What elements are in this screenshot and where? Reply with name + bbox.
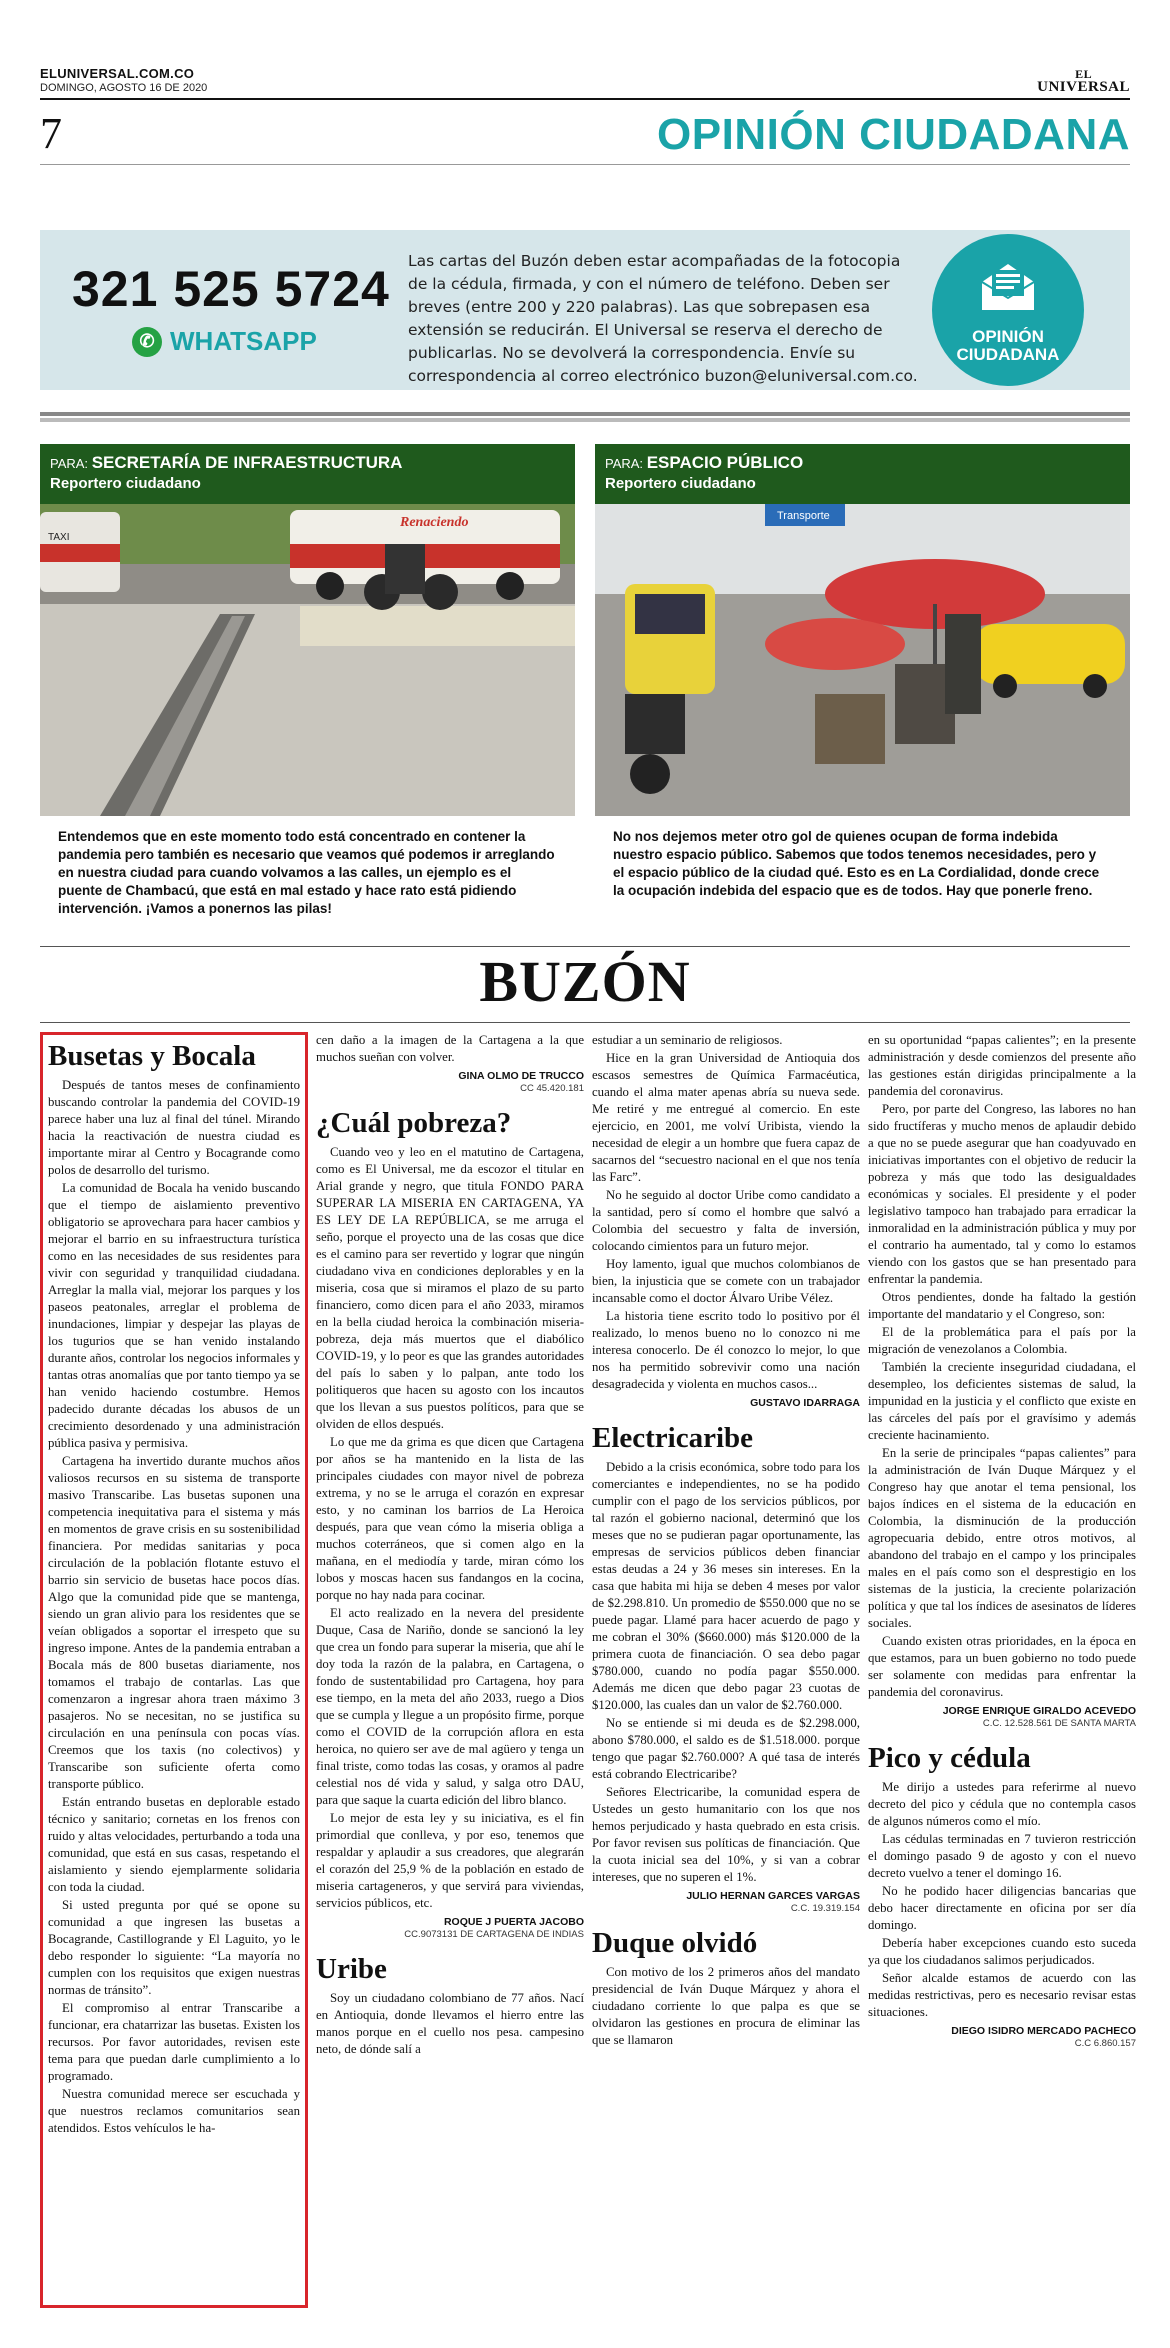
buzon-title: BUZÓN [479, 949, 691, 1014]
letter-paragraph: Hoy lamento, igual que muchos colombianos de bien, la injusticia que se comete con un trabajador incansable como el doctor Álvaro Uribe Vélez. [592, 1257, 860, 1305]
letter-paragraph: Debería haber excepciones cuando esto suceda ya que los ciudadanos salimos perjudicados. [868, 1936, 1136, 1967]
street-photo [595, 504, 1130, 816]
letter-id: CC 45.420.181 [520, 1083, 584, 1094]
letter-signature: JULIO HERNAN GARCES VARGAS [686, 1890, 860, 1902]
taxi-sign: TAXI [48, 532, 70, 543]
page-number: 7 [40, 109, 62, 158]
letter-busetas-y-bocala [40, 1032, 308, 2308]
letter-paragraph: Las cédulas terminadas en 7 tuvieron restricción el domingo pasado 9 de agosto y con el nuevo decreto vuelvo a tener el domingo 16. [868, 1832, 1136, 1880]
report-caption: No nos dejemos meter otro gol de quienes ocupan de forma indebida nuestro espacio público. Sabemos que todos tenemos necesidades, pero y el espacio público de la ciudad qué. Esto es en La Cordialidad, donde crece la ocupación indebida del espacio que es de todos. Hay que ponerle freno. [613, 829, 1100, 898]
logo-top: EL [1075, 67, 1093, 81]
letter-title: Duque olvidó [592, 1927, 758, 1959]
column-3 [592, 1032, 860, 2312]
report-header [40, 444, 575, 504]
submission-banner [40, 230, 1130, 390]
buzon-bottom-rule [40, 1022, 1130, 1023]
submission-rules: Las cartas del Buzón deben estar acompañadas de la fotocopia de la cédula, firmada, y con el número de teléfono. Deben ser breves (entre 200 y 220 palabras). Las que sobrepasen esa extensión se reducirán. El Universal se reserva el derecho de publicarlas. No se devolverá la correspondencia. Envíe su correspondencia al correo electrónico buzon@eluniversal.com.co. [408, 252, 918, 385]
letter-title: Busetas y Bocala [48, 1040, 256, 1072]
badge-line-2: CIUDADANA [956, 345, 1060, 364]
recipient-name: SECRETARÍA DE INFRAESTRUCTURA [91, 453, 403, 472]
letter-paragraph: Cuando existen otras prioridades, en la época en que estamos, para un buen gobierno no todo puede ser solamente con medidas para enfrentar la pandemia del coronavirus. [868, 1634, 1136, 1699]
letter-paragraph: cen daño a la imagen de la Cartagena a la que muchos sueñan con volver. [316, 1033, 584, 1064]
letter-paragraph: Después de tantos meses de confinamiento buscando controlar la pandemia del COVID-19 parece haber una luz al final del túnel. Mirando hacia la reactivación de nuestra ciudad es importante mirar al Centro y Bocagrande como polos de desarrollo del turismo. [48, 1078, 300, 1177]
letter-paragraph: Me dirijo a ustedes para referirme al nuevo decreto del pico y cédula que no contempla casos de algunos números como el mío. [868, 1780, 1136, 1828]
letter-paragraph: Hice en la gran Universidad de Antioquia dos escasos semestres de Química Farmacéutica, cuando el alma mater apenas abría su nueva sede. Me retiré y me entregué al comercio. En este ejercicio, en 2001, me volví Uribista, viendo la necesidad de elegir a un hombre que fuera capaz de sacarnos del “secuestro nacional en el que nos tenía las Farc”. [592, 1051, 860, 1184]
letter-signature: GINA OLMO DE TRUCCO [458, 1070, 584, 1082]
letter-paragraph: No se entiende si mi deuda es de $2.298.000, abono $780.000, el saldo es de $1.518.000. porque tengo que pagar $2.760.000? A qué tasa de interés está cobrando Electricaribe? [592, 1716, 860, 1781]
badge-label [932, 328, 1084, 364]
phone-number[interactable]: 321 525 5724 [72, 261, 390, 317]
report-infraestructura [40, 444, 575, 916]
letter-paragraph: También la creciente inseguridad ciudadana, el desempleo, los deficientes sistemas de salud, la impunidad en la justicia y el conflicto que existe en las cárceles del país por el gravísimo y además creciente hacinamiento. [868, 1360, 1136, 1442]
letter-id: CC.9073131 DE CARTAGENA DE INDIAS [404, 1929, 584, 1940]
letter-paragraph: La historia tiene escrito todo lo positivo por él realizado, lo menos bueno no lo conozco ni me interesa conocerlo. De él conozco lo mejor, lo que nos ha permitido sobrevivir como una nación desagradecida y violenta en muchos casos... [592, 1309, 860, 1391]
letter-signature: DIEGO ISIDRO MERCADO PACHECO [951, 2025, 1136, 2037]
letter-paragraph: Soy un ciudadano colombiano de 77 años. Nací en Antioquia, donde llevamos el hierro entre las manos porque en el cuello nos pesa. campesino neto, de dónde salí a [316, 1991, 584, 2056]
issue-date: DOMINGO, AGOSTO 16 DE 2020 [40, 82, 208, 94]
reporter-role: Reportero ciudadano [605, 475, 756, 492]
section-title: OPINIÓN CIUDADANA [657, 110, 1130, 159]
buzon-top-rule [40, 946, 1130, 947]
letter-paragraph: Lo mejor de esta ley y su iniciativa, es el fin primordial que conlleva, y por eso, tenemos que respaldar y aplaudir a sus creadores, que alegrarán el corazón del 25,9 % de la población en estado de miseria cartageneros, y que servirá para viviendas, servicios públicos, etc. [316, 1811, 584, 1910]
letter-paragraph: En la serie de principales “papas calientes” para la administración de Iván Duque Márquez y el Congreso hay que anotar el tema pensional, los bajos índices en el sistema de la educación en Colombia, la disminución de la producción agropecuaria debido, entre otros motivos, al abandono del trabajo en el campo y los principales males en el país como son el desprestigio en los sistemas de la justicia, la creciente polarización política y que tal los índices de asesinatos de líderes sociales. [868, 1446, 1136, 1630]
column-2 [316, 1032, 584, 2312]
letter-paragraph: El de la problemática para el país por la migración de venezolanos a Colombia. [868, 1325, 1136, 1356]
bridge-photo [40, 504, 575, 816]
banner-divider [40, 412, 1130, 422]
whatsapp-link[interactable] [132, 326, 317, 357]
opinion-badge [932, 234, 1084, 386]
letter-paragraph: No he seguido al doctor Uribe como candidato a la santidad, pero sí como el hombre que salvó a Colombia del secuestro y falta de inversión, colocando cimientos para un futuro mejor. [592, 1188, 860, 1253]
letter-paragraph: El acto realizado en la nevera del presidente Duque, Casa de Nariño, donde se sancionó la ley que crea un fondo para superar la miseria, que ahí le doy toda la razón de la palabra, en Cartagena, o fondo de sustentabilidad pro Cartagena, hoy para ese tiempo, en la meta del año 2033, ruego a Dios que se cumpla y llegue a un propósito firme, porque como el COVID de la corrupción aflora en esta heroica, no quiero ser ave de mal agüero y tenga un final triste, como todas las cosas, y oramos al padre celestial nos dé vida y salud, y salga otro DAU, para que saque la cuarta edición del libro blanco. [316, 1606, 584, 1807]
letter-paragraph: No he podido hacer diligencias bancarias que debo hacer directamente en oficina por ser día domingo. [868, 1884, 1136, 1932]
letter-signature: JORGE ENRIQUE GIRALDO ACEVEDO [942, 1705, 1136, 1717]
street-photo-image [595, 504, 1130, 816]
letter-id: C.C. 19.319.154 [790, 1903, 860, 1914]
letter-paragraph: La comunidad de Bocala ha venido buscando que el tiempo de aislamiento preventivo obligatorio se aprovechara para hacer cambios y mejorar el barrio en su infraestructura turística como en las necesidades de sus residentes para vivir con seguridad y tranquilidad ciudadana. Arreglar la malla vial, mejorar los parques y los paseos peatonales, arreglar el problema de inundaciones, limpiar y despejar las playas de los tugurios que se han venido instalando durante años, controlar los negocios informales y tantas otras anomalías que por tanto tiempo ya se han venido haciendo costumbre. Hemos padecido durante décadas los abusos de un crecimiento desordenado y una administración pública pasiva y permisiva. [48, 1181, 300, 1450]
letter-signature: GUSTAVO IDARRAGA [750, 1397, 860, 1409]
report-caption: Entendemos que en este momento todo está concentrado en contener la pandemia pero también es necesario que veamos qué podemos ir arreglando en nuestra ciudad para cuando volvamos a las calles, un ejemplo es el puente de Chambacú, que está en mal estado y hace rato está pidiendo intervención. ¡Vamos a ponernos las pilas! [58, 829, 555, 916]
letter-paragraph: Si usted pregunta por qué se opone su comunidad a que ingresen las busetas a Bocagrande, Castillogrande y El Laguito, yo le debo responder lo siguiente: “La mayoría no cumplen con los requisitos que exigen nuestras normas de tránsito”. [48, 1898, 300, 1997]
letter-paragraph: Lo que me da grima es que dicen que Cartagena por años se ha mantenido en la lista de las principales ciudades con mayor nivel de pobreza extrema, y no se le arruga el corazón en expresar esto, y no caminan los barrios de La Heroica después, para que vean cómo la miseria obliga a muchos coterráneos, que si comen algo en la mañana, en el mediodía y tarde, miran cómo los lobos y moscas hacen sus fandangos en la cocina, porque no hay nada para cocinar. [316, 1435, 584, 1602]
bridge-photo-image [40, 504, 575, 816]
letter-id: C.C. 12.528.561 DE SANTA MARTA [982, 1718, 1136, 1729]
newspaper-logo [1037, 68, 1130, 94]
letter-id: C.C 6.860.157 [1074, 2038, 1136, 2049]
site-name[interactable]: ELUNIVERSAL.COM.CO [40, 66, 195, 81]
logo-bottom: UNIVERSAL [1037, 79, 1130, 95]
letter-paragraph: Cuando veo y leo en el matutino de Cartagena, como es El Universal, me da escozor el titular en Arial grande y negro, que titula FONDO PARA SUPERAR LA MISERIA EN CARTAGENA, YA ES LEY DE LA REPÚBLICA, se me arruga el seño, porque el proyecto una de las cosas que dice es el camino para ser revertido y lograr que ningún ciudadano viva en condiciones deplorables y en la miseria, cosa que si miramos el plazo de su parto financiero, como dicen para el año 2033, miramos en la bella ciudad heroica la combinación miseria-pobreza, deja más muertos que el diabólico COVID-19, y lo peor es que las grandes autoridades del país lo saben y lo palpan, ante todo los politiqueros que hacen su agosto con los incautos que los llevan a sus puestos políticos, para que se olviden de ellos después. [316, 1145, 584, 1431]
letter-paragraph: Señor alcalde estamos de acuerdo con las medidas restrictivas, pero es necesario revisar estas situaciones. [868, 1971, 1136, 2019]
letter-title: Pico y cédula [868, 1742, 1031, 1774]
letter-paragraph: Nuestra comunidad merece ser escuchada y que nuestros reclamos comunitarios sean atendidos. Estos vehículos le ha- [48, 2087, 300, 2135]
letter-paragraph: en su oportunidad “papas calientes”; en la presente administración y desde comienzos del presente año las gestiones están dirigidas principalmente a la pandemia del coronavirus. [868, 1033, 1136, 1098]
whatsapp-icon: ✆ [132, 327, 162, 357]
report-recipient [605, 453, 1120, 473]
report-recipient [50, 453, 565, 473]
whatsapp-label: WHATSAPP [170, 326, 317, 356]
letter-paragraph: Están entrando busetas en deplorable estado técnico y sanitario; cornetas en los frenos con ruido y altas velocidades, perturbando a toda una comunidad, que está en sus casas, respetando el aislamiento y siendo ejemplarmente solidaria con toda la ciudad. [48, 1795, 300, 1894]
letter-title: Electricaribe [592, 1422, 754, 1454]
section-rule [40, 164, 1130, 165]
letter-paragraph: Otros pendientes, donde ha faltado la gestión importante del mandatario y el Congreso, son: [868, 1290, 1136, 1321]
letter-title: Uribe [316, 1953, 387, 1985]
letter-paragraph: Con motivo de los 2 primeros años del mandato presidencial de Iván Duque Márquez y ahora el ciudadano corriente lo que palpa es que se olvidaron las gestiones en procura de eliminar las que se llamaron [592, 1965, 860, 2047]
report-header [595, 444, 1130, 504]
to-prefix: PARA: [50, 456, 89, 471]
letter-paragraph: Debido a la crisis económica, sobre todo para los comerciantes e independientes, no se ha podido cumplir con el pago de los servicios públicos, por tal razón el gobierno nacional, determinó que los meses que no se pudieran pagar oportunamente, las empresas de servicios públicos deben financiar estas deudas a 24 y 36 meses sin intereses. En la casa que habita mi hija se deben 4 meses por valor de $2.298.810. Un promedio de $550.000 que no se puede pagar. Llamé para hacer acuerdo de pago y me cobran el 30% ($660.000) más $120.000 de la primera cuota de financiación. O sea debo pagar $780.000, cuando no podía pagar $550.000. Además me dicen que debo pagar 23 cuotas de $120.000, las cuales dan un valor de $2.760.000. [592, 1460, 860, 1712]
header-rule [40, 98, 1130, 100]
report-espacio-publico [595, 444, 1130, 904]
badge-line-1: OPINIÓN [972, 327, 1044, 346]
reporter-role: Reportero ciudadano [50, 475, 201, 492]
letter-paragraph: Pero, por parte del Congreso, las labores no han sido fructíferas y mucho menos de aplaudir debido a que no se puede asegurar que han coadyuvado en iniciativas importantes con el objetivo de reducir la pobreza y más que todo las desigualdades económicas y sociales. El presidente y el poder legislativo tampoco han trabajado para erradicar la inmoralidad en la administración pública y muy por el contrario ha aumentado, tal y como lo estamos viendo con los gastos que se han presentado para enfrentar la pandemia. [868, 1102, 1136, 1286]
letter-paragraph: Cartagena ha invertido durante muchos años valiosos recursos en su sistema de transporte masivo Transcaribe. Las busetas suponen una competencia inequitativa para el sistema y más en momentos de grave crisis en su sostenibilidad financiera. Por medidas sanitarias y poca circulación de la población flotante estuvo el barrio sin servicio de busetas hace pocos días. Algo que la comunidad pide que se mantenga, siendo un gran alivio para los residentes que se veían obligados a soportar el irrespeto que su ingreso impone. Antes de la pandemia entraban a Bocala más de 800 busetas diariamente, nos tomamos el trabajo de contarlas. Las que comenzaron a ingresar ahora traen máximo 3 pasajeros. No se necesitan, no se justifica su circulación en una península con pocas vías. Creemos que los taxis (no colectivos) y Transcaribe son suficiente oferta como transporte público. [48, 1454, 300, 1791]
letter-paragraph: Señores Electricaribe, la comunidad espera de Ustedes un gesto humanitario con los que nos hemos perjudicado y hasta quebrado en esta crisis. Por favor revisen sus políticas de financiación. Que la cuota inicial sea del 10%, y si van a cobrar intereses, que no superen el 1%. [592, 1785, 860, 1884]
street-sign: Transporte [777, 510, 830, 522]
recipient-name: ESPACIO PÚBLICO [646, 453, 804, 472]
letter-paragraph: El compromiso al entrar Transcaribe a funcionar, era chatarrizar las busetas. Existen los recursos. Por favor autoridades, revisen este tema para que puedan darle cumplimiento a lo programado. [48, 2001, 300, 2083]
letter-paragraph: estudiar a un seminario de religiosos. [592, 1033, 783, 1047]
bus-sign: Renaciendo [400, 515, 469, 530]
letter-signature: ROQUE J PUERTA JACOBO [443, 1916, 584, 1928]
to-prefix: PARA: [605, 456, 644, 471]
envelope-icon [978, 260, 1038, 312]
letter-title: ¿Cuál pobreza? [316, 1107, 512, 1139]
column-4 [868, 1032, 1136, 2312]
